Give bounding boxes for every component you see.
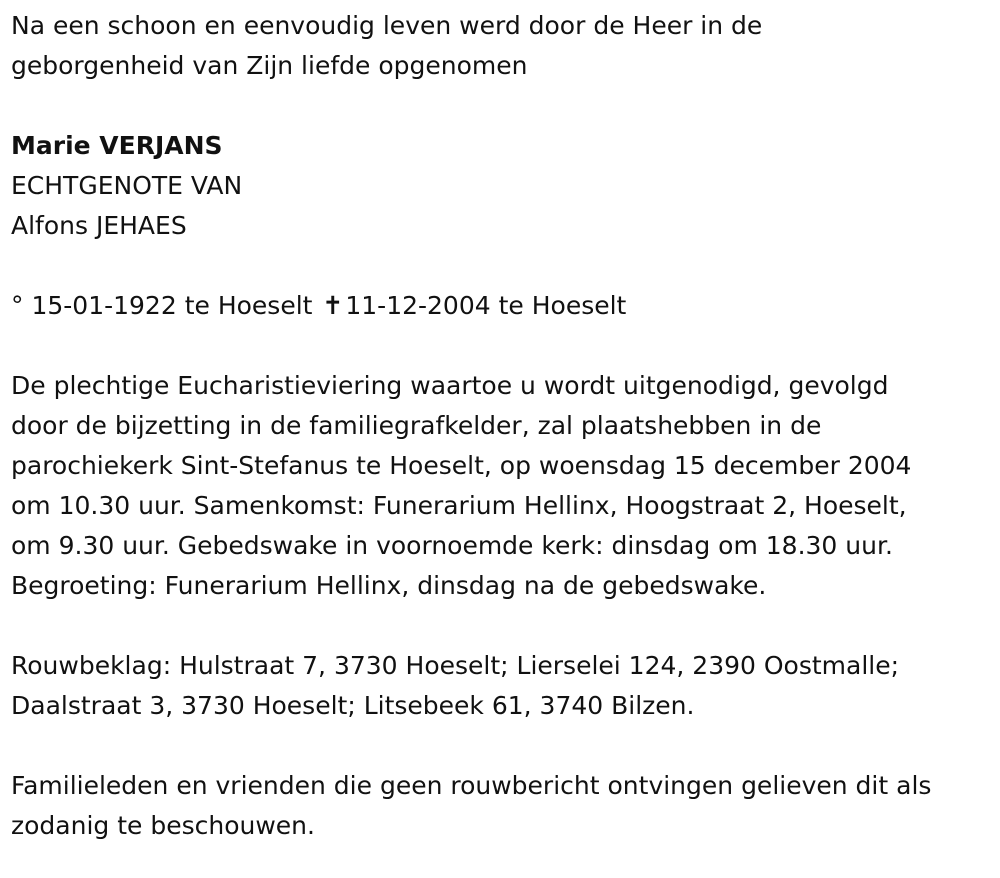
cross-icon: ✝ [322, 291, 344, 320]
ceremony-paragraph [11, 366, 990, 606]
deceased-name: Marie VERJANS [11, 131, 223, 160]
closing-line: Familieleden en vrienden die geen rouwbericht ontvingen gelieven dit als [11, 771, 932, 800]
death-date: 11-12-2004 te Hoeselt [345, 291, 627, 320]
ceremony-line: om 10.30 uur. Samenkomst: Funerarium Hellinx, Hoogstraat 2, Hoeselt, [11, 491, 907, 520]
intro-text [11, 6, 990, 86]
birth-date: 15-01-1922 te Hoeselt [31, 291, 313, 320]
closing-paragraph [11, 766, 990, 846]
ceremony-line: door de bijzetting in de familiegrafkelder, zal plaatshebben in de [11, 411, 822, 440]
ceremony-line: parochiekerk Sint-Stefanus te Hoeselt, op woensdag 15 december 2004 [11, 451, 912, 480]
condolences-line: Rouwbeklag: Hulstraat 7, 3730 Hoeselt; Lierselei 124, 2390 Oostmalle; [11, 651, 900, 680]
intro-line-1: Na een schoon en eenvoudig leven werd door de Heer in de [11, 11, 763, 40]
life-dates [11, 286, 990, 326]
closing-line: zodanig te beschouwen. [11, 811, 315, 840]
deceased-block [11, 126, 990, 246]
spacer [11, 246, 990, 286]
condolences-paragraph [11, 646, 990, 726]
spacer [11, 726, 990, 766]
spacer [11, 86, 990, 126]
spouse-name: Alfons JEHAES [11, 211, 187, 240]
relation-label: ECHTGENOTE VAN [11, 171, 243, 200]
birth-symbol: ° [11, 291, 24, 320]
ceremony-line: Begroeting: Funerarium Hellinx, dinsdag na de gebedswake. [11, 571, 767, 600]
condolences-line: Daalstraat 3, 3730 Hoeselt; Litsebeek 61, 3740 Bilzen. [11, 691, 695, 720]
ceremony-line: De plechtige Eucharistieviering waartoe u wordt uitgenodigd, gevolgd [11, 371, 889, 400]
spacer [11, 606, 990, 646]
spacer [11, 326, 990, 366]
intro-line-2: geborgenheid van Zijn liefde opgenomen [11, 51, 528, 80]
ceremony-line: om 9.30 uur. Gebedswake in voornoemde kerk: dinsdag om 18.30 uur. [11, 531, 893, 560]
